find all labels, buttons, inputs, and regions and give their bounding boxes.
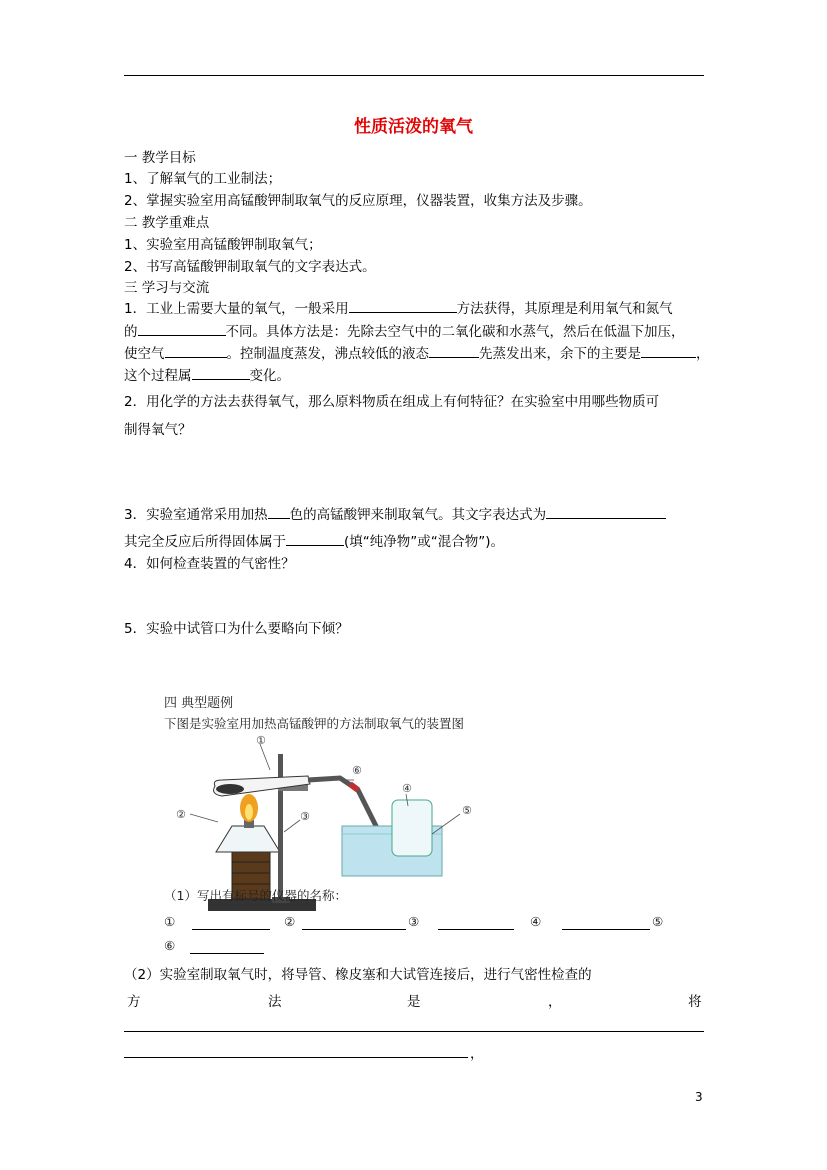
label-2: ② [176, 808, 186, 821]
label-1: ① [256, 734, 266, 747]
gas-collecting-bottle [392, 800, 432, 856]
iron-stand-rod [278, 754, 283, 902]
q3-blank-expression[interactable] [546, 503, 666, 519]
spread-word-2: 法 [268, 994, 282, 1010]
label-5: ⑤ [462, 804, 472, 817]
label-3: ③ [300, 810, 310, 823]
alcohol-lamp [216, 826, 280, 852]
answer-blank-2[interactable] [302, 914, 406, 930]
question-1-line-1 [124, 297, 673, 317]
answer-line-end: ， [470, 1046, 484, 1062]
goal-item-1: 1、了解氧气的工业制法； [124, 171, 282, 187]
answer-label-3: ③ [408, 914, 420, 929]
answer-blank-4[interactable] [562, 914, 650, 930]
header-rule [124, 75, 704, 76]
q1-text-e: 使空气 [124, 346, 165, 362]
question-1-line-2 [124, 320, 685, 340]
answer-label-1: ① [164, 914, 176, 929]
focus-item-2: 2、书写高锰酸钾制取氧气的文字表达式。 [124, 259, 376, 275]
goal-item-2: 2、掌握实验室用高锰酸钾制取氧气的反应原理，仪器装置，收集方法及步骤。 [124, 193, 592, 209]
q1-blank-gas[interactable] [429, 342, 479, 358]
q1-blank-change[interactable] [192, 364, 250, 380]
spread-word-1: 方 [127, 994, 141, 1010]
q1-text-c: 的 [124, 324, 138, 340]
figure-subquestion-1: （1）写出有标号的仪器的名称： [164, 888, 347, 903]
question-4: 4．如何检查装置的气密性？ [124, 556, 295, 572]
figure-heading: 四 典型题例 [164, 696, 234, 711]
q3-text-d: (填“纯净物”或“混合物”)。 [344, 534, 505, 550]
section-heading-goals: 一 教学目标 [124, 150, 196, 166]
q1-blank-remainder[interactable] [641, 342, 696, 358]
answer-blank-1[interactable] [192, 914, 270, 930]
answer-label-4: ④ [530, 914, 542, 929]
q1-text-f: 。控制温度蒸发，沸点较低的液态 [226, 346, 429, 362]
answer-label-2: ② [284, 914, 296, 929]
rubber-connector [350, 784, 358, 790]
question-3-line-1 [124, 503, 666, 523]
question-2-line-2: 制得氧气？ [124, 422, 192, 438]
section-heading-focus: 二 教学重难点 [124, 215, 210, 231]
potassium-permanganate [216, 784, 244, 794]
answer-label-5: ⑤ [652, 914, 664, 929]
q3-text-a: 3．实验室通常采用加热 [124, 507, 268, 523]
answer-blank-3[interactable] [438, 914, 514, 930]
label-4: ④ [402, 782, 412, 795]
spread-word-4: ， [548, 994, 562, 1010]
figure-caption: 下图是实验室用加热高锰酸钾的方法制取氧气的装置图 [164, 716, 465, 731]
question-5: 5．实验中试管口为什么要略向下倾？ [124, 621, 349, 637]
q1-blank-property[interactable] [138, 320, 226, 336]
answer-line-2[interactable] [124, 1057, 468, 1058]
question-2-line-1: 2．用化学的方法去获得氧气，那么原料物质在组成上有何特征？在实验室中用哪些物质可 [124, 394, 660, 410]
section-heading-discussion: 三 学习与交流 [124, 280, 210, 296]
spread-word-5: 将 [688, 994, 702, 1010]
apparatus-figure [160, 688, 680, 958]
answer-label-6: ⑥ [164, 938, 176, 953]
q1-text-h: ， [696, 346, 710, 362]
question-1-line-3 [124, 342, 710, 362]
q1-text-i: 这个过程属 [124, 368, 192, 384]
answer-blank-6[interactable] [190, 938, 264, 954]
question-3-line-2 [124, 530, 504, 550]
flame-core [245, 804, 253, 820]
q1-text-d: 不同。具体方法是：先除去空气中的二氧化碳和水蒸气，然后在低温下加压， [225, 324, 685, 340]
q3-blank-type[interactable] [286, 530, 344, 546]
q1-text-g: 先蒸发出来，余下的主要是 [479, 346, 641, 362]
q1-text-j: 变化。 [249, 368, 290, 384]
page-number: 3 [695, 1090, 703, 1104]
spread-word-3: 是 [407, 994, 421, 1010]
q1-blank-state[interactable] [165, 342, 227, 358]
answer-line-1[interactable] [124, 1031, 704, 1032]
page-title: 性质活泼的氧气 [354, 117, 473, 137]
q3-blank-color[interactable] [268, 503, 290, 519]
q1-text-a: 1．工业上需要大量的氧气，一般采用 [124, 301, 349, 317]
subquestion-2-line-1: （2）实验室制取氧气时，将导管、橡皮塞和大试管连接后，进行气密性检查的 [124, 967, 592, 983]
focus-item-1: 1、实验室用高锰酸钾制取氧气； [124, 237, 322, 253]
q3-text-b: 色的高锰酸钾来制取氧气。其文字表达式为 [289, 507, 547, 523]
label-6: ⑥ [352, 764, 362, 777]
q3-text-c: 其完全反应后所得固体属于 [124, 534, 286, 550]
q1-text-b: 方法获得，其原理是利用氧气和氮气 [456, 301, 673, 317]
q1-blank-method[interactable] [349, 297, 457, 313]
question-1-line-4 [124, 364, 290, 384]
